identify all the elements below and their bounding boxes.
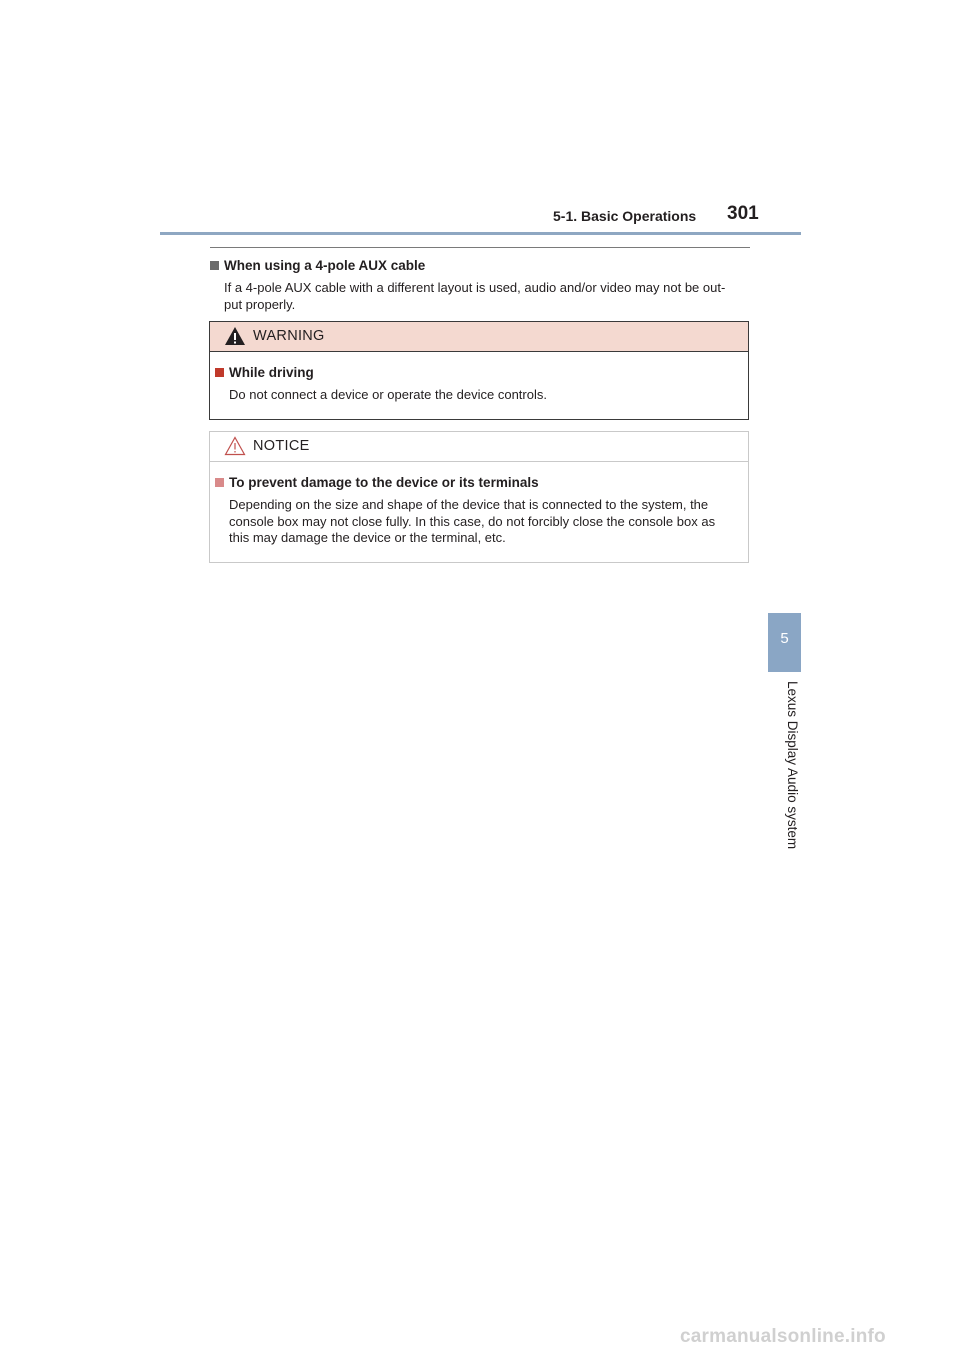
section-title: 5-1. Basic Operations (553, 208, 697, 224)
header-rule (160, 232, 801, 235)
page-number: 301 (727, 203, 759, 224)
notice-body (229, 497, 739, 547)
notice-header (210, 432, 748, 462)
chapter-label: Lexus Display Audio system (785, 681, 800, 850)
aux-cable-body-line: If a 4-pole AUX cable with a different layout is used, audio and/or video may not be out- (224, 280, 726, 295)
notice-box (209, 431, 749, 563)
aux-cable-body (224, 280, 746, 313)
notice-body-line: console box may not close fully. In this case, do not forcibly close the console box as (229, 513, 716, 529)
warning-title: WARNING (253, 328, 325, 344)
notice-title: NOTICE (253, 438, 310, 454)
notice-heading-text: To prevent damage to the device or its terminals (229, 475, 539, 490)
aux-cable-heading-text: When using a 4-pole AUX cable (224, 258, 426, 273)
square-bullet-icon (215, 368, 224, 377)
chapter-tab (768, 613, 801, 672)
warning-box (209, 321, 749, 420)
watermark: carmanualsonline.info (680, 1326, 886, 1347)
notice-body-line: Depending on the size and shape of the device that is connected to the system, the (229, 497, 709, 512)
warning-triangle-icon (224, 326, 246, 346)
square-bullet-icon (210, 261, 219, 270)
warning-heading (215, 365, 314, 380)
aux-cable-body-line: put properly. (224, 296, 296, 312)
warning-header (210, 322, 748, 352)
caution-triangle-icon (224, 436, 246, 456)
notice-heading (215, 475, 539, 490)
aux-cable-heading (210, 258, 425, 273)
notice-body-line: this may damage the device or the terminal, etc. (229, 530, 506, 545)
chapter-number: 5 (780, 630, 789, 647)
section-divider (210, 247, 750, 248)
warning-body: Do not connect a device or operate the device controls. (229, 387, 547, 402)
square-bullet-icon (215, 478, 224, 487)
warning-heading-text: While driving (229, 365, 314, 380)
